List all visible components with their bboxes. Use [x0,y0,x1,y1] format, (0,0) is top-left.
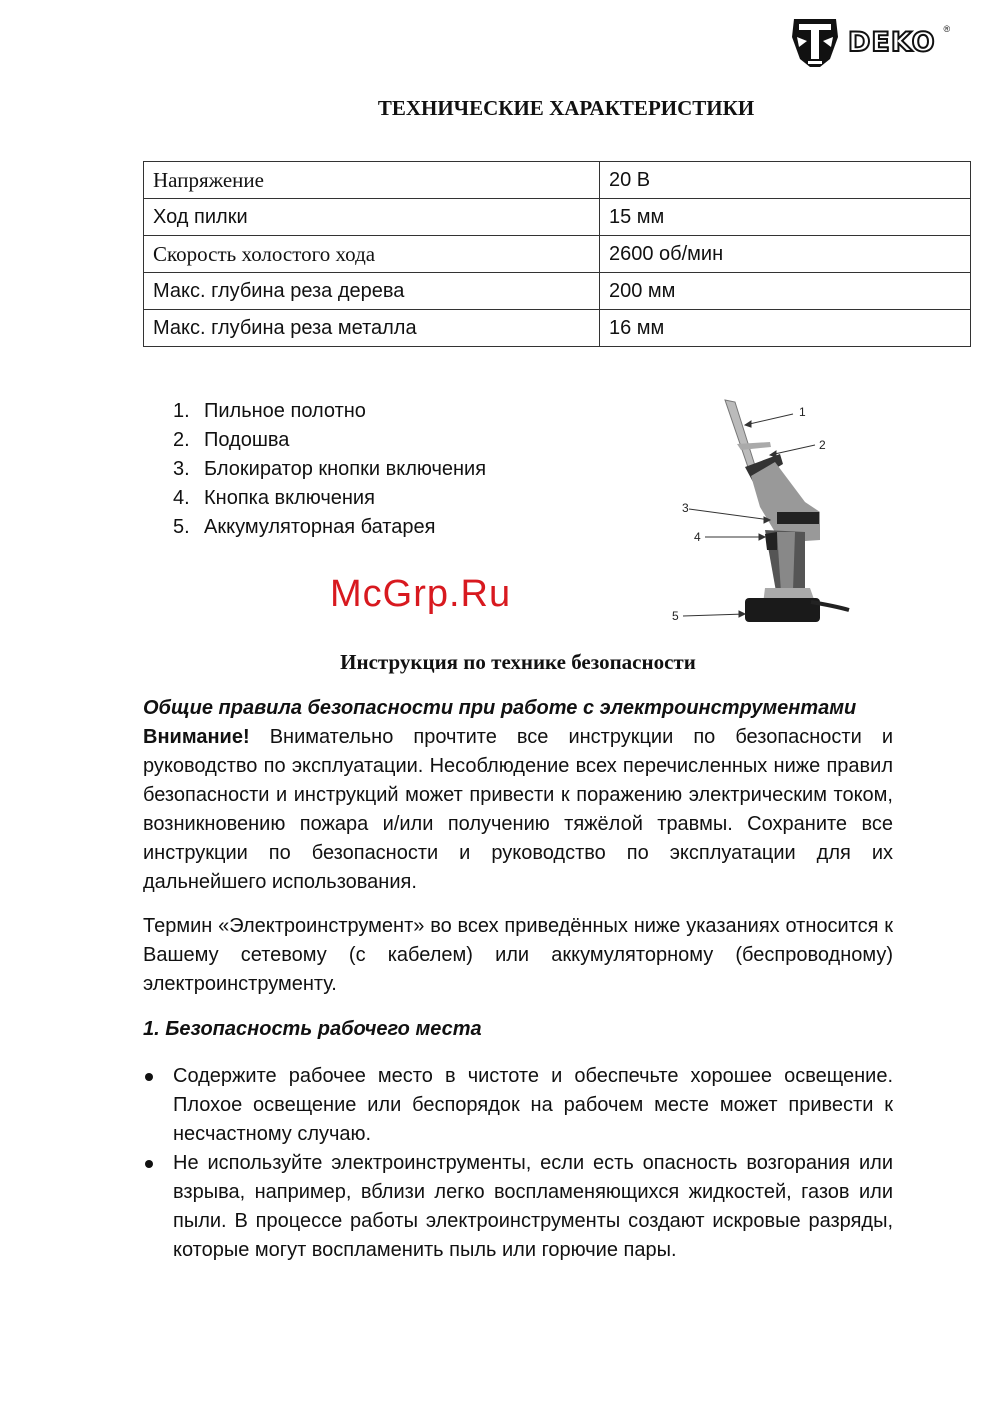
callout-2: 2 [819,438,826,452]
part-label: Подошва [204,429,290,451]
spec-name: Ход пилки [144,199,600,236]
deko-mask-icon [790,15,840,69]
deko-logo [790,14,950,70]
term-paragraph: Термин «Электроинструмент» во всех приведённых ниже указаниях относится к Вашему сетевому (с кабелем) или аккумуляторному (беспроводному) электроинструменту. [143,915,893,995]
spec-value: 200 мм [600,273,971,310]
list-item: Не используйте электроинструменты, если есть опасность возгорания или взрыва, например, вблизи легко воспламеняющихся жидкостей, газов или пыли. В процессе работы электроинструменты создают искровые разряды, которые могут воспламенить пыль или горючие пары. [143,1149,893,1265]
spec-value: 15 мм [600,199,971,236]
spec-value: 20 В [600,162,971,199]
part-label: Блокиратор кнопки включения [204,458,487,480]
safety-heading: Инструкция по технике безопасности [340,650,696,674]
warning-label: Внимание! [143,726,250,748]
part-number: 5. [173,516,190,538]
part-number: 3. [173,458,190,480]
callout-1: 1 [799,405,806,419]
part-label: Аккумуляторная батарея [204,516,436,538]
callout-3: 3 [682,501,689,515]
part-label: Пильное полотно [204,400,366,422]
spec-value: 2600 об/мин [600,236,971,273]
part-number: 1. [173,400,190,422]
table-row [144,310,971,347]
general-rules-paragraph [143,694,893,897]
watermark: McGrp.Ru [330,573,512,615]
table-row [144,199,971,236]
table-row [144,273,971,310]
list-item [173,484,486,513]
callout-4: 4 [694,530,701,544]
spec-name: Макс. глубина реза дерева [144,273,600,310]
callout-5: 5 [672,609,679,623]
part-label: Кнопка включения [204,487,375,509]
part-number: 4. [173,487,190,509]
section1-title: 1. Безопасность рабочего места [143,1018,482,1040]
spec-name: Макс. глубина реза металла [144,310,600,347]
spec-name: Скорость холостого хода [144,236,600,273]
registered-mark: ® [943,24,951,34]
list-item [173,397,486,426]
specs-table [143,161,971,347]
list-item [173,455,486,484]
parts-list [173,397,486,542]
page-title: ТЕХНИЧЕСКИЕ ХАРАКТЕРИСТИКИ [377,96,755,120]
table-row [144,162,971,199]
table-row [144,236,971,273]
list-item [173,513,486,542]
deko-wordmark: DEKO [848,26,936,58]
reciprocating-saw-image [665,392,865,632]
list-item: Содержите рабочее место в чистоте и обеспечьте хорошее освещение. Плохое освещение или беспорядок на рабочем месте может привести к несчастному случаю. [143,1062,893,1149]
general-rules-subheading: Общие правила безопасности при работе с электроинструментами [143,697,857,719]
section1-list [143,1062,893,1265]
spec-value: 16 мм [600,310,971,347]
warning-text: Внимательно прочтите все инструкции по безопасности и руководство по эксплуатации. Несоблюдение всех перечисленных ниже правил безопасности и инструкций может привести к поражению электрическим током, возникновению пожара и/или получению тяжёлой травмы. Сохраните все инструкции по безопасности и руководство по эксплуатации для их дальнейшего использования. [143,726,893,893]
spec-name: Напряжение [144,162,600,199]
part-number: 2. [173,429,190,451]
list-item [173,426,486,455]
